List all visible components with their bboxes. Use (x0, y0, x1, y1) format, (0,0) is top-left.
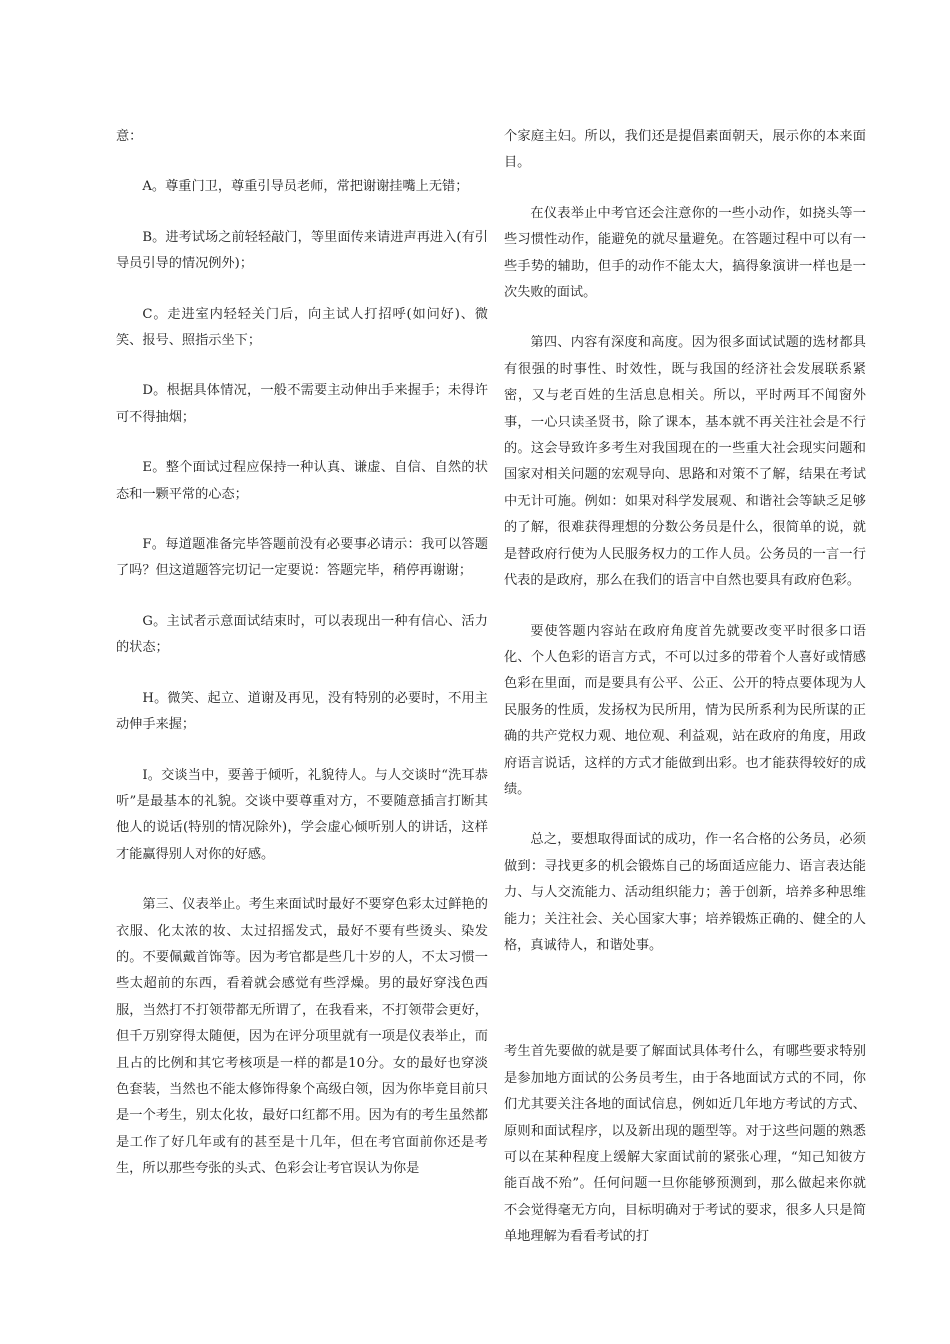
left-column (116, 124, 488, 1207)
rule-item-d: D。根据具体情况，一般不需要主动伸出手来握手；未得许可不得抽烟； (116, 383, 488, 425)
rule-item-h: H。微笑、起立、道谢及再见，没有特别的必要时，不用主动伸手来握； (116, 690, 488, 733)
paragraph-third-appearance: 第三、仪表举止。考生来面试时最好不要穿色彩太过鲜艳的衣服、化太浓的妆、太过招摇发式，最好不要有些烫头、染发的。不要佩戴首饰等。因为考官都是些几十岁的人，不太习惯一些太超前的东西，看着就会感觉有些浮燥。男的最好穿浅色西服，当然打不打领带都无所谓了，在我看来，不打领带会更好，但千万别穿得太随便，因为在评分项里就有一项是仪表举止，而且占的比例和其它考核项是一样的都是10分。女的最好也穿淡色套装，当然也不能太修饰得象个高级白领，因为你毕竟目前只是一个考生，别太化妆，最好口红都不用。因为有的考生虽然都是工作了好几年或有的甚至是十几年，但在考官面前你还是考生，所以那些夸张的头式、色彩会让考官误认为你是 (116, 897, 488, 1177)
rule-item-a: A。尊重门卫，尊重引导员老师，常把谢谢挂嘴上无错； (142, 179, 469, 195)
paragraph-intro-fragment: 意： (116, 129, 143, 144)
rule-item-f: F。每道题准备完毕答题前没有必要事必请示：我可以答题了吗？但这道题答完切记一定要说：答题完毕，稍停再谢谢； (116, 537, 488, 579)
rule-item-c: C。走进室内轻轻关门后，向主试人打招呼(如问好)、微笑、报号、照指示坐下； (116, 306, 488, 349)
right-column (504, 124, 866, 1275)
rule-item-b: B。进考试场之前轻轻敲门，等里面传来请进声再进入(有引导员引导的情况例外)； (116, 229, 488, 272)
rule-item-g: G。主试者示意面试结束时，可以表现出一种有信心、活力的状态； (116, 613, 488, 656)
paragraph-government-language: 要使答题内容站在政府角度首先就要改变平时很多口语化、个人色彩的语言方式，不可以过多的带着个人喜好或情感色彩在里面，而是要具有公平、公正、公开的特点要体现为人民服务的性质，发扬权为民所用，情为民所系利为民所谋的正确的共产党权力观、地位观、利益观，站在政府的角度，用政府语言说话，这样的方式才能做到出彩。也才能获得较好的成绩。 (504, 623, 866, 797)
paragraph-gestures: 在仪表举止中考官还会注意你的一些小动作，如挠头等一些习惯性动作，能避免的就尽量避免。在答题过程中可以有一些手势的辅助，但手的动作不能太大，搞得象演讲一样也是一次失败的面试。 (504, 205, 866, 301)
paragraph-summary: 总之，要想取得面试的成功，作一名合格的公务员，必须做到：寻找更多的机会锻炼自己的场面适应能力、语言表达能力、与人交流能力、活动组织能力；善于创新，培养多种思维能力；关注社会、关心国家大事；培养锻炼正确的、健全的人格，真诚待人，和谐处事。 (504, 832, 866, 953)
rule-item-e: E。整个面试过程应保持一种认真、谦虚、自信、自然的状态和一颗平常的心态； (116, 460, 488, 502)
paragraph-continuation: 个家庭主妇。所以，我们还是提倡素面朝天，展示你的本来面目。 (504, 129, 866, 171)
paragraph-fourth-content: 第四、内容有深度和高度。因为很多面试试题的选材都具有很强的时事性、时效性，既与我国的经济社会发展联系紧密，又与老百姓的生活息息相关。所以，平时两耳不闻窗外事，一心只读圣贤书，除了课本，基本就不再关注社会是不行的。这会导致许多考生对我国现在的一些重大社会现实问题和国家对相关问题的宏观导向、思路和对策不了解，结果在考试中无计可施。例如：如果对科学发展观、和谐社会等缺乏足够的了解，很难获得理想的分数公务员是什么，很简单的说，就是替政府行使为人民服务权力的工作人员。公务员的一言一行代表的是政府，那么在我们的语言中自然也要具有政府色彩。 (504, 335, 866, 589)
rule-item-i: I。交谈当中，要善于倾听，礼貌待人。与人交谈时“洗耳恭听”是最基本的礼貌。交谈中要尊重对方，不要随意插言打断其他人的说话(特别的情况除外)，学会虚心倾听别人的讲话，这样才能赢得别人对你的好感。 (116, 767, 488, 862)
paragraph-local-exam: 考生首先要做的就是要了解面试具体考什么，有哪些要求特别是参加地方面试的公务员考生，由于各地面试方式的不同，你们尤其要关注各地的面试信息，例如近几年地方考试的方式、原则和面试程序，以及新出现的题型等。对于这些问题的熟悉可以在某种程度上缓解大家面试前的紧张心理，“知己知彼方能百战不殆”。任何问题一旦你能够预测到，那么做起来你就不会觉得毫无方向，目标明确对于考试的要求，很多人只是简单地理解为看看考试的打 (504, 1044, 866, 1245)
